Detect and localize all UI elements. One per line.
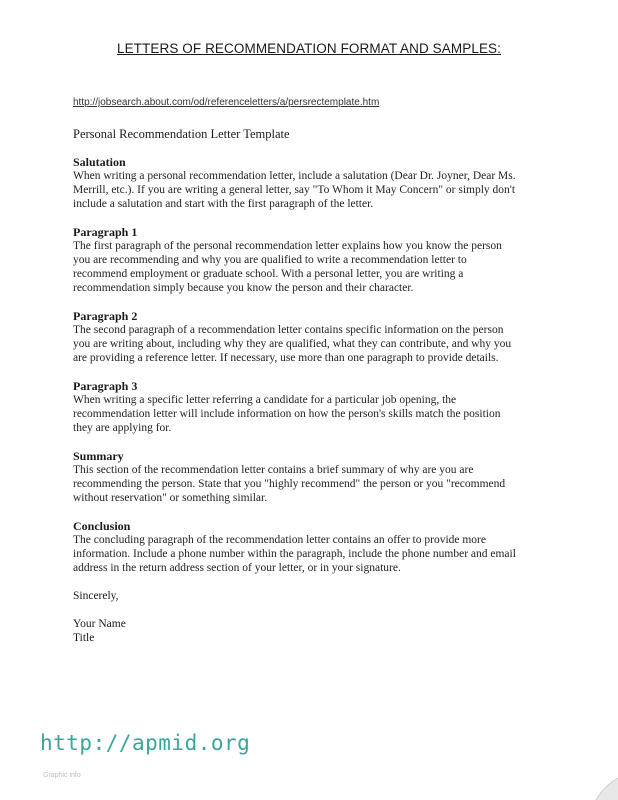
watermark-caption: Graphic info <box>43 772 81 779</box>
body-line: are providing a reference letter. If necessary, use more than one paragraph to provide details. <box>73 352 499 364</box>
section-body <box>73 169 553 211</box>
body-line: This section of the recommendation letter contains a brief summary of why are you are <box>73 464 474 476</box>
body-line: you are writing about, including why they are qualified, what they can contribute, and why you <box>73 338 512 350</box>
section-paragraph-2 <box>73 309 553 365</box>
section-salutation <box>73 155 553 211</box>
body-line: recommend employment or graduate school. With a personal letter, you are writing a <box>73 268 464 280</box>
section-heading: Conclusion <box>73 519 131 533</box>
body-line: recommending the person. State that you "highly recommend" the person or you "recommend <box>73 478 506 490</box>
signature-title: Title <box>73 632 95 644</box>
page-corner-icon <box>578 760 618 800</box>
section-summary <box>73 449 553 505</box>
section-body <box>73 533 553 575</box>
body-line: When writing a personal recommendation letter, include a salutation (Dear Dr. Joyner, Dear Ms. <box>73 170 516 182</box>
body-line: recommendation simply because you know the person and their character. <box>73 282 414 294</box>
section-paragraph-3 <box>73 379 553 435</box>
body-line: recommendation letter will include information on how the person's skills match the position <box>73 408 501 420</box>
section-heading: Paragraph 2 <box>73 309 138 323</box>
document-title: LETTERS OF RECOMMENDATION FORMAT AND SAMPLES: <box>116 41 502 56</box>
section-heading: Paragraph 3 <box>73 379 138 393</box>
section-paragraph-1 <box>73 225 553 295</box>
body-line: they are applying for. <box>73 422 172 434</box>
body-line: address in the return address section of your letter, or in your signature. <box>73 562 401 574</box>
section-heading: Summary <box>73 449 124 463</box>
reference-url[interactable]: http://jobsearch.about.com/od/referenceletters/a/persrectemplate.htm <box>73 97 380 108</box>
body-line: The concluding paragraph of the recommendation letter contains an offer to provide more <box>73 534 486 546</box>
body-line: When writing a specific letter referring a candidate for a particular job opening, the <box>73 394 457 406</box>
section-conclusion <box>73 519 553 575</box>
letter-template-heading: Personal Recommendation Letter Template <box>73 127 290 141</box>
closing-salutation: Sincerely, <box>73 590 119 602</box>
body-line: include a salutation and start with the first paragraph of the letter. <box>73 198 374 210</box>
section-body <box>73 323 553 365</box>
body-line: The first paragraph of the personal recommendation letter explains how you know the person <box>73 240 502 252</box>
section-heading: Salutation <box>73 155 126 169</box>
body-line: information. Include a phone number within the paragraph, include the phone number and email <box>73 548 516 560</box>
body-line: you are recommending and why you are qualified to write a recommendation letter to <box>73 254 467 266</box>
body-line: The second paragraph of a recommendation letter contains specific information on the person <box>73 324 504 336</box>
section-heading: Paragraph 1 <box>73 225 138 239</box>
section-body <box>73 463 553 505</box>
section-body <box>73 239 553 295</box>
watermark-url: http://apmid.org <box>40 731 251 755</box>
section-body <box>73 393 553 435</box>
signature-name: Your Name <box>73 618 126 630</box>
body-line: without reservation" or something similar. <box>73 492 268 504</box>
body-line: Merrill, etc.). If you are writing a general letter, say "To Whom it May Concern" or simply don't <box>73 184 516 196</box>
